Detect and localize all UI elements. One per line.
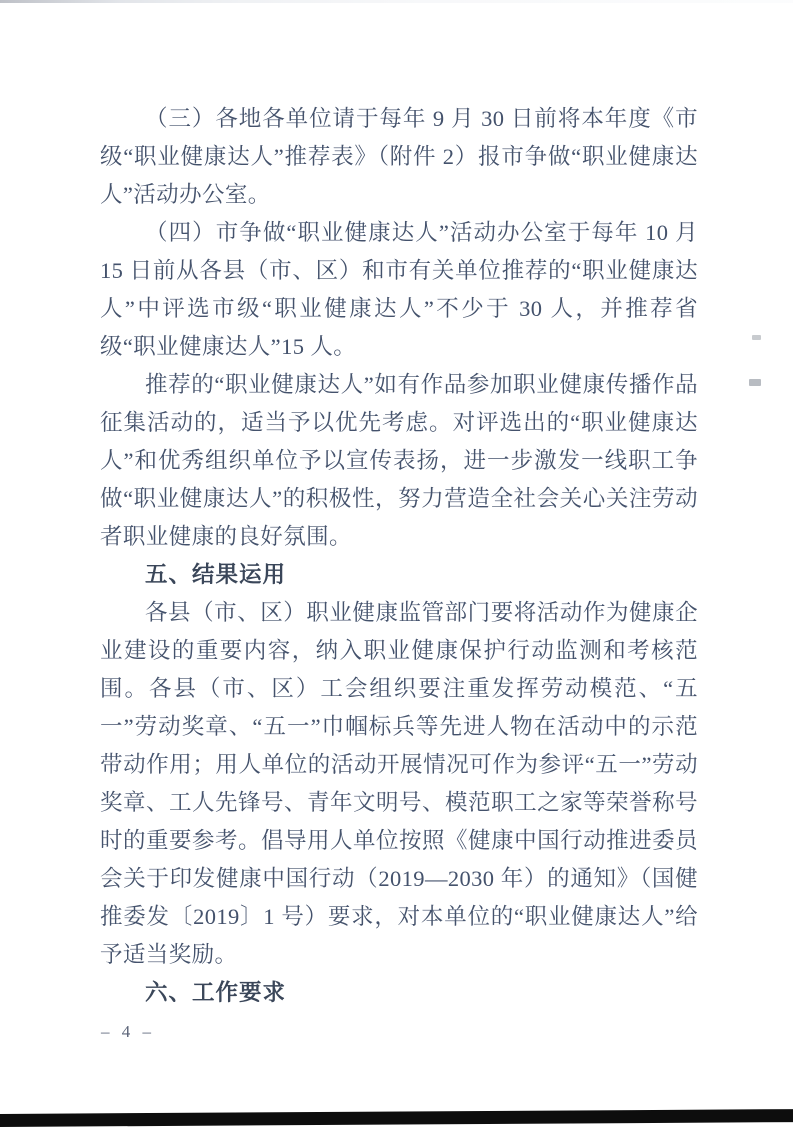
- scan-artifact-top-edge: [0, 0, 793, 3]
- section-heading-5-results-usage: 五、结果运用: [145, 562, 287, 587]
- scan-artifact-smudge-1: [752, 335, 761, 340]
- page-number: – 4 –: [101, 1022, 155, 1041]
- paragraph-priority-and-publicity: 推荐的“职业健康达人”如有作品参加职业健康传播作品征集活动的，适当予以优先考虑。对评选出的“职业健康达人”和优秀组织单位予以宣传表扬，进一步激发一线职工争做“职业健康达人”的积极性，努力营造全社会关心关注劳动者职业健康的良好氛围。: [100, 372, 698, 549]
- scan-artifact-smudge-2: [749, 379, 761, 386]
- scan-artifact-bottom-edge: [0, 1109, 793, 1127]
- section-heading-6-work-requirements: 六、工作要求: [145, 980, 287, 1005]
- document-body: [100, 100, 698, 1012]
- paragraph-item-4-selection: （四）市争做“职业健康达人”活动办公室于每年 10 月 15 日前从各县（市、区）和市有关单位推荐的“职业健康达人”中评选市级“职业健康达人”不少于 30 人，并推荐省级“职业健康达人”15 人。: [100, 220, 698, 359]
- paragraph-results-usage-body: 各县（市、区）职业健康监管部门要将活动作为健康企业建设的重要内容，纳入职业健康保护行动监测和考核范围。各县（市、区）工会组织要注重发挥劳动模范、“五一”劳动奖章、“五一”巾帼标兵等先进人物在活动中的示范带动作用；用人单位的活动开展情况可作为参评“五一”劳动奖章、工人先锋号、青年文明号、模范职工之家等荣誉称号时的重要参考。倡导用人单位按照《健康中国行动推进委员会关于印发健康中国行动（2019—2030 年）的通知》（国健推委发〔2019〕1 号）要求，对本单位的“职业健康达人”给予适当奖励。: [100, 600, 698, 967]
- paragraph-item-3-recommend-table: （三）各地各单位请于每年 9 月 30 日前将本年度《市级“职业健康达人”推荐表》（附件 2）报市争做“职业健康达人”活动办公室。: [100, 106, 698, 207]
